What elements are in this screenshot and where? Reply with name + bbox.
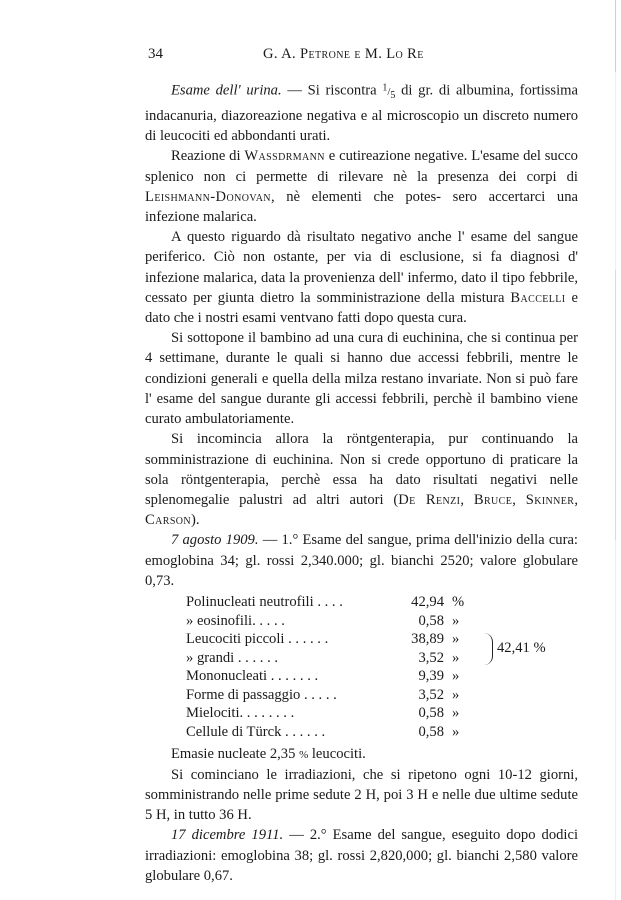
cell-type-value: 0,58 — [418, 724, 444, 741]
cell-type-name: Leucociti piccoli . . . . . . — [186, 631, 329, 648]
author-name: Baccelli — [510, 289, 566, 306]
cell-type-unit: » — [452, 631, 460, 648]
cell-type-unit: » — [452, 668, 460, 685]
cell-type-value: 3,52 — [418, 649, 444, 666]
paragraph-second-exam — [145, 825, 578, 886]
table-row — [186, 723, 554, 742]
cell-type-value: 3,52 — [418, 686, 444, 703]
author-name: Bruce — [473, 491, 513, 508]
urine-exam-label: Esame dell' urina. — [171, 82, 282, 99]
text-span: Emasie nucleate 2,35 — [171, 745, 300, 762]
table-row — [186, 612, 554, 631]
table-row — [186, 630, 554, 649]
paragraph-euchinina: Si sottopone il bambino ad una cura di euchinina, che si continua per 4 settimane, durante le quali si hanno due accessi febbrili, mentre le condizioni generali e quella della milza restano invariate. Non si può fare l' esame del sangue durante gli accessi febbrili, perchè il bambino viene curato ambulatoriamente. — [145, 330, 578, 428]
leukocyte-formula-table — [186, 593, 554, 742]
brace-column — [488, 704, 554, 723]
table-row — [186, 649, 554, 668]
page-header — [148, 46, 528, 68]
running-title: G. A. Petrone e M. Lo Re — [263, 46, 424, 62]
cell-type-value: 0,58 — [418, 705, 444, 722]
cell-type-unit: % — [452, 593, 465, 610]
author-name: Wassdrmann — [244, 148, 325, 165]
paragraph-urine-exam — [145, 78, 578, 146]
author-name: De Renzi — [398, 491, 461, 508]
fraction: $^1/_5$ — [382, 82, 396, 101]
cell-type-name: » grandi . . . . . . — [186, 649, 279, 666]
text-span: Reazione di — [171, 148, 245, 165]
brace-column — [488, 723, 554, 742]
text-span: A questo riguardo dà risultato negativo anche l' esame del sangue periferico. Ciò non ostante, per via di esclusione, si fa diagnosi d' infezione malarica, data la provenienza dell' infermo, dato il tipo febbrile, cessato per giunta dietro la somministrazione della mistura — [145, 229, 578, 306]
paragraph-first-exam — [145, 530, 578, 591]
brace-total: 42,41 % — [497, 640, 546, 657]
percent-sign: % — [299, 748, 309, 761]
cell-type-value: 0,58 — [418, 612, 444, 629]
paragraph-rontgen — [145, 429, 578, 530]
brace-column — [488, 612, 554, 631]
text-span: , nè elementi che potes- sero accertarci una infezione malarica. — [145, 188, 578, 226]
paragraph-nucleated-rbc — [145, 744, 578, 765]
cell-type-name: Forme di passaggio . . . . . — [186, 686, 337, 703]
brace-column — [488, 667, 554, 686]
text-span: Si incomincia allora la röntgenterapia, pur continuando la somministrazione di euchinina. Non si crede opportuno di praticare la sola röntgenterapia, perchè essa ha dato risultati negativi nelle splenomegalie palustri ad altri autori ( — [145, 431, 578, 508]
text-span: — Si riscontra — [281, 82, 383, 99]
paragraph-irradiations: Si cominciano le irradiazioni, che si ripetono ogni 10-12 giorni, somministrando nelle prime sedute 2 H, poi 3 H e nelle due ultime sedute 5 H, in tutto 36 H. — [145, 766, 578, 824]
cell-type-name: Mielociti. . . . . . . . — [186, 705, 295, 722]
paragraph-reactions — [145, 146, 578, 227]
cell-type-value: 38,89 — [411, 631, 444, 648]
text-span: e cutireazione negative. L'esame del succo splenico non ci permette di rilevare nè la presenza dei corpi di — [145, 148, 578, 185]
cell-type-name: Mononucleati . . . . . . . — [186, 668, 319, 685]
cell-type-unit: » — [452, 724, 460, 741]
author-name: Carson — [145, 512, 192, 529]
author-name: Leishmann-Donovan — [145, 188, 271, 205]
fraction-denominator: 5 — [390, 89, 396, 101]
date-label: 7 agosto 1909. — [171, 532, 259, 549]
cell-type-name: Polinucleati neutrofili . . . . — [186, 593, 343, 610]
fraction-numerator: 1 — [382, 82, 388, 93]
author-name: Skinner — [525, 491, 575, 508]
brace-column — [488, 630, 554, 657]
brace-column — [488, 649, 554, 668]
page-number: 34 — [148, 46, 163, 62]
text-span: , — [574, 491, 579, 508]
text-span: di gr. di albumina, fortissima indacanuria, diazoreazione negativa e al microscopio un discreto numero di leucociti ed abbondanti urati. — [145, 82, 578, 145]
table-row — [186, 686, 554, 705]
text-span: e dato che i nostri esami ventvano fatti dopo questa cura. — [145, 289, 578, 327]
date-label: 17 dicembre 1911. — [171, 827, 284, 844]
text-span: — 1.° Esame del sangue, prima dell'inizio della cura: emoglobina 34; gl. rossi 2,340.000; gl. bianchi 2520; valore globulare 0,73. — [145, 532, 578, 589]
paragraph-diagnosis — [145, 227, 578, 328]
cell-type-unit: » — [452, 612, 460, 629]
cell-type-value: 42,94 — [411, 593, 444, 610]
table-row — [186, 704, 554, 723]
brace-column — [488, 593, 554, 612]
text-span: leucociti. — [308, 745, 366, 762]
table-row — [186, 593, 554, 612]
text-span: ). — [191, 512, 200, 529]
brace-column — [488, 686, 554, 705]
body-text — [145, 78, 578, 886]
cell-type-unit: » — [452, 705, 460, 722]
text-span: , — [512, 491, 526, 508]
text-span: , — [460, 491, 474, 508]
cell-type-name: » eosinofili. . . . . — [186, 612, 285, 629]
cell-type-unit: » — [452, 686, 460, 703]
text-span: — 2.° Esame del sangue, eseguito dopo dodici irradiazioni: emoglobina 38; gl. rossi 2,820,000; gl. bianchi 2,580 valore globulare 0,67. — [145, 827, 578, 884]
cell-type-unit: » — [452, 649, 460, 666]
table-row — [186, 667, 554, 686]
cell-type-value: 9,39 — [418, 668, 444, 685]
cell-type-name: Cellule di Türck . . . . . . — [186, 724, 326, 741]
